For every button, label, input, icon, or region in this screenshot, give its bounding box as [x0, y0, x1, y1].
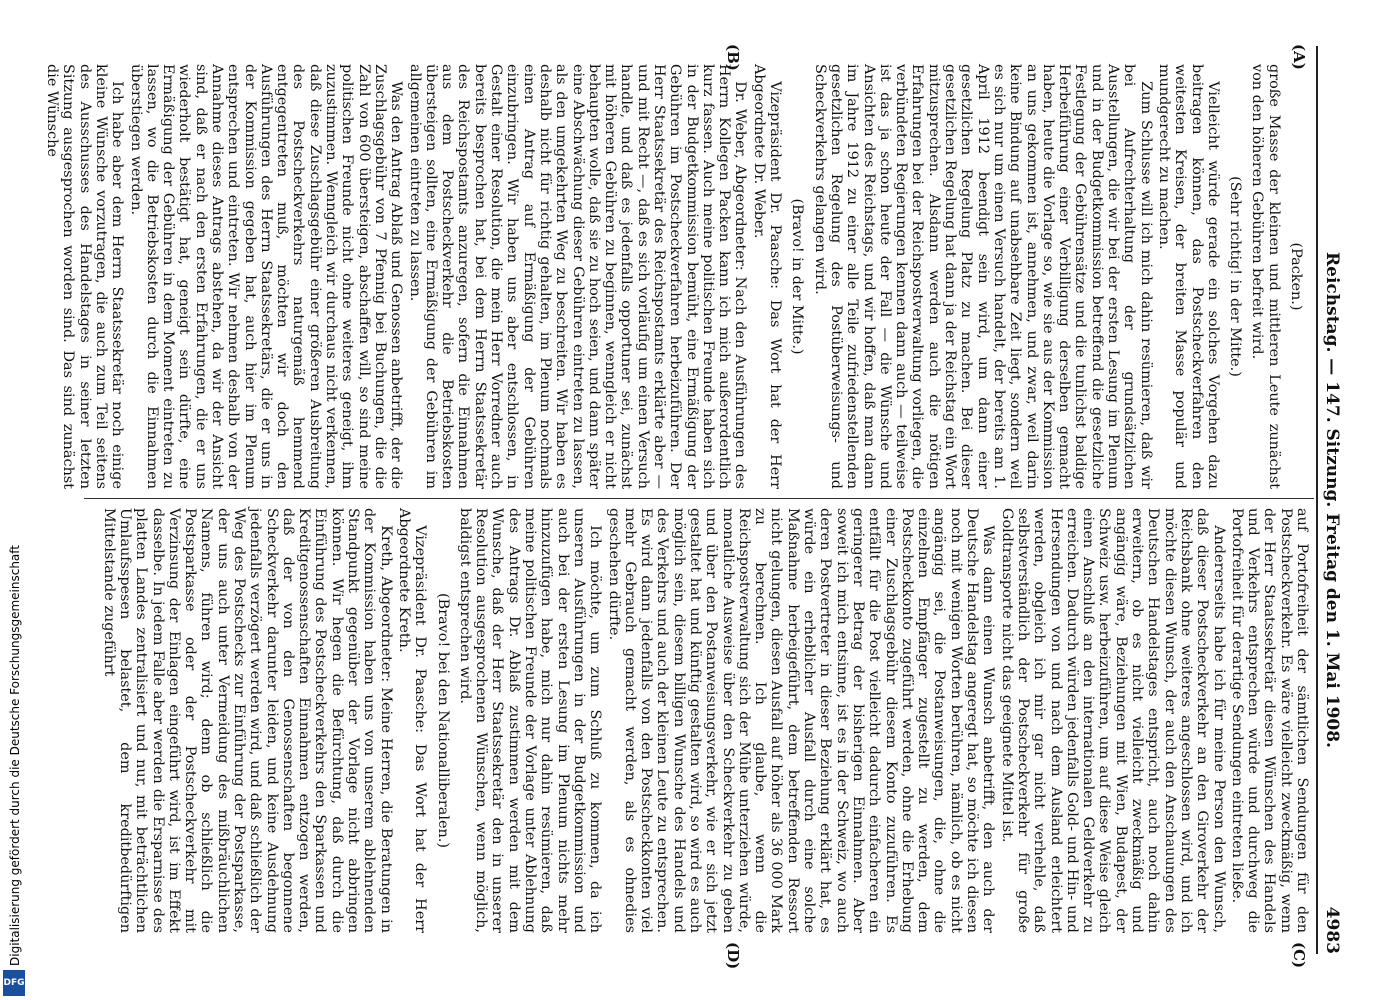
attribution-text: Digitalisierung gefördert durch die Deutsche Forschungsgemeinschaft [8, 544, 22, 966]
vice-president-remark: Vizepräsident Dr. Paasche: Das Wort hat der Herr Abgeordnete Dr. Weber. [750, 64, 784, 489]
margin-marker-b: (B) [724, 44, 742, 71]
paragraph: Dr. Weber, Abgeordneter: Nach den Ausführungen des Herrn Kollegen Packen kann ich mich außerordentlich kurz fassen. Auch meine politischen Freunde haben sich in der Budgetkommission bemüht, eine Ermäßigung der Gebühren im Postscheckverfahren herbeizuführen. Der Herr Staatssekretär des Reichspostamts erklärte aber — und mit Recht —, daß es sich vorläufig um einen Versuch handle, und daß es jedenfalls opportuner sei, zunächst mit höheren Gebühren zu beginnen, wenngleich er nicht behaupten wolle, daß sie zu hoch seien, und dann später eine Abschwächung dieser Gebühren eintreten zu lassen, als den umgekehrten Weg zu beschreiten. Wir haben es deshalb nicht für richtig gehalten, im Plenum nochmals einen Antrag auf Ermäßigung der Gebühren einzubringen. Wir haben uns aber entschlossen, in Gestalt einer Resolution, die mein Herr Vorredner auch bereits besprochen hat, bei dem Herrn Staatssekretär des Reichspostamts anzuregen, sofern die Einnahmen aus dem Postscheckverkehr die Betriebskosten übersteigen sollten, eine Ermäßigung der Gebühren im allgemeinen eintreten zu lassen. [406, 64, 749, 489]
applause-note: (Bravo! in der Mitte.) [789, 198, 806, 355]
paragraph: Kreth, Abgeordneter: Meine Herren, die Beratungen in der Kommission haben uns von unserem ablehnenden Standpunkt gegenüber der Vorlage nicht abbringen können. Wir hegen die Befürchtung, daß durch die Einführung des Postscheckverkehrs den Sparkassen und Kreditgenossenschaften Einnahmen entzogen werden, daß der von den Genossenschaften begonnene Scheckverkehr darunter leiden, und keine Ausdehnung jedenfalls verzögert werden wird, und daß schließlich der Weg des Postschecks zur Einführung der Postsparkasse, der uns auch unter Vermeidung des mißbräuchlichen Namens, führen wird; denn ob schließlich die Postsparkasse oder der Postscheckverkehr mit Verzinsung der Einlagen eingeführt wird, ist im Effekt dasselbe. In jedem Falle aber werden die Ersparnisse des platten Landes zentralisiert und nur, mit beträchtlichen Umlaufsspesen belastet, dem kreditbedürftigen Mittelstande zugeführt [100, 508, 394, 933]
margin-marker-c: (C) [1290, 942, 1308, 969]
vice-president-remark: Vizepräsident Dr. Paasche: Das Wort hat der Herr Abgeordnete Kreth. [395, 508, 429, 933]
paragraph: auf Portofreiheit der sämtlichen Sendungen für den Postscheckverkehr. Es wäre vielleicht zweckmäßig, wenn der Herr Staatssekretär diesen Wünschen des Handels und Verkehrs entsprechen würde und durchweg die Portofreiheit für derartige Sendungen eintreten ließe. [1228, 508, 1310, 933]
paragraph: Ich habe aber dem Herrn Staatssekretär noch einige kleine Wünsche vorzutragen, die auch zum Teil seitens des Ausschusses des Handelstages in seiner letzten Sitzung ausgesprochen worden sind. Das sind zunächst die Wünsche [44, 64, 126, 489]
left-column [44, 64, 1310, 489]
paragraph: große Masse der kleinen und mittleren Leute zunächst von den höheren Gebühren befreit wird. [1249, 64, 1282, 489]
page-header [1316, 46, 1342, 954]
paragraph: Andererseits habe ich für meine Person den Wunsch, daß dieser Postscheckverkehr an den Giroverkehr der Reichsbank ohne weiteres angeschlossen wird, und ich möchte diesen Wunsch, der auch den Anschauungen des Deutschen Handelstages entspricht, auch noch dahin erweitern, ob es nicht vielleicht zweckmäßig und angängig wäre, Beziehungen mit Wien, Budapest, der Schweiz usw. herbeizuführen, um auf diese Weise gleich einen Anschluß an den internationalen Geldverkehr zu erreichen. Dadurch würden jedenfalls Gold- und Hin- und Hersendungen von und nach dem Ausland erleichtert werden, obgleich ich mir gar nicht verhehle, daß selbstverständlich der Postscheckverkehr für große Goldtransporte nicht das geeignete Mittel ist. [998, 508, 1227, 933]
paragraph: Ich möchte, um zum Schluß zu kommen, da ich unseren Ausführungen in der Budgetkommission und auch bei der ersten Lesung im Plenum nichts mehr hinzuzufügen habe, mich nur dahin resümieren, daß meine politischen Freunde der Vorlage unter Ablehnung des Antrags Dr. Ablaß zustimmen werden mit dem Wunsche, daß der Herr Staatssekretär den in unserer Resolution ausgesprochenen Wünschen, wenn möglich, baldigst entsprechen wird. [456, 508, 604, 933]
attribution-strip [0, 0, 30, 1000]
applause-note: (Bravo! bei den Nationalliberalen.) [434, 593, 451, 848]
dfg-logo: DFG [3, 970, 25, 996]
column-divider [84, 498, 1314, 499]
speaker-continuation: (Packen.) [1288, 242, 1304, 311]
margin-marker-d: (D) [724, 942, 742, 970]
paragraph: Was dann einen Wunsch anbetrifft, den auch der Deutsche Handelstag angeregt hat, so möchte ich diesen noch mit wenigen Worten berühren, nämlich, ob es nicht angängig sei, die Postanweisungen, die, ohne die einzelnen Empfänger zugestellt zu werden, dem Postscheckkonto zugeführt werden, ohne die Erhebung einer Zuschlagsgebühr diesem Konto zuzuführen. Es entfällt für die Post vielleicht dadurch einfacheren ein geringerer Betrag der bisherigen Einnahmen. Aber soweit ich mich entsinne, ist es in der Schweiz, wo auch deren Postvertreter in dieser Beziehung erklärt hat, es würde ein erheblicher Ausfall durch eine solche Maßnahme herbeigeführt, dem betreffenden Ressort nicht gelungen, diesen Ausfall auf höher als 36 000 Mark zu berechnen. Ich glaube, wenn die Reichspostverwaltung sich der Mühe unterziehen würde, monatliche Ausweise über den Scheckverkehr zu geben und über den Postanweisungsverkehr, wie er sich jetzt gestaltet hat und künftig gestalten wird, so wird es auch möglich sein, diesem billigen Wunsche des Handels und des Verkehrs und auch der kleinen Leute zu entsprechen. Es wird dann jedenfalls von den Postscheckkonten viel mehr Gebrauch gemacht werden, als es ohnedies geschehen dürfte. [605, 508, 997, 933]
applause-note: (Sehr richtig! in der Mitte.) [1227, 176, 1244, 377]
paragraph: Zum Schlusse will ich mich dahin resümieren, daß wir bei Aufrechterhaltung der grundsätzlichen Ausstellungen, die wir bei der ersten Lesung im Plenum und in der Budgetkommission betreffend die gesetzliche Festlegung der Gebührensätze und die tunlichst baldige Herbeiführung einer Verbilligung derselben gemacht haben, heute die Vorlage so, wie sie aus der Kommission an uns gekommen ist, annehmen, und zwar, weil darin keine Bindung auf unabsehbare Zeit liegt, sondern weil es sich nur um einen Versuch handelt, der bereits am 1. April 1912 beendigt sein wird, um dann einer gesetzlichen Regelung Platz zu machen. Bei dieser gesetzlichen Regelung hat dann ja der Reichstag ein Wort mitzusprechen. Alsdann werden auch die nötigen Erfahrungen bei der Reichspostverwaltung vorliegen, die verbündeten Regierungen kennen dann auch — teilweise ist das ja schon heute der Fall — die Wünsche und Ansichten des Reichstags, und wir hoffen, daß man dann im Jahre 1912 zu einer alle Teile zufriedenstellenden gesetzlichen Regelung des Postüberweisungs- und Scheckverkehrs gelangen wird. [811, 64, 1154, 489]
right-column [78, 508, 1310, 933]
paragraph: Vielleicht würde gerade ein solches Vorgehen dazu beitragen können, das Postscheckverfahren den weitesten Kreisen, der breiten Masse populär und mundgerecht zu machen. [1155, 64, 1221, 489]
newspaper-page [44, 30, 1354, 970]
page-number: 4983 [1322, 906, 1342, 954]
margin-marker-a: (A) [1290, 44, 1308, 70]
page-title: Reichstag. — 147. Sitzung. Freitag den 1. Mai 1908. [1322, 252, 1342, 748]
paragraph: Was den Antrag Ablaß und Genossen anbetrifft, der die Zuschlagsgebühr von 7 Pfennig bei Buchungen, die die Zahl von 600 übersteigen, abschaffen will, so sind meine politischen Freunde nicht ohne weiteres geneigt, ihm zuzustimmen. Wenngleich wir durchaus nicht verkennen, daß diese Zuschlagsgebühr einer größeren Ausbreitung des Postscheckverkehrs naturgemäß hemmend entgegentreten muß, möchten wir doch den Ausführungen des Herrn Staatssekretärs, die er uns in der Kommission gegeben hat, auch hier im Plenum entsprechen und eintreten. Wir nehmen deshalb von der Annahme dieses Antrags abstehen, da wir der Ansicht sind, daß er nach den ersten Erfahrungen, die er uns wiederholt bestätigt hat, geneigt sein dürfte, eine Ermäßigung der Gebühren in dem Moment eintreten zu lassen, wo die Betriebskosten durch die Einnahmen überstiegen werden. [127, 64, 405, 489]
